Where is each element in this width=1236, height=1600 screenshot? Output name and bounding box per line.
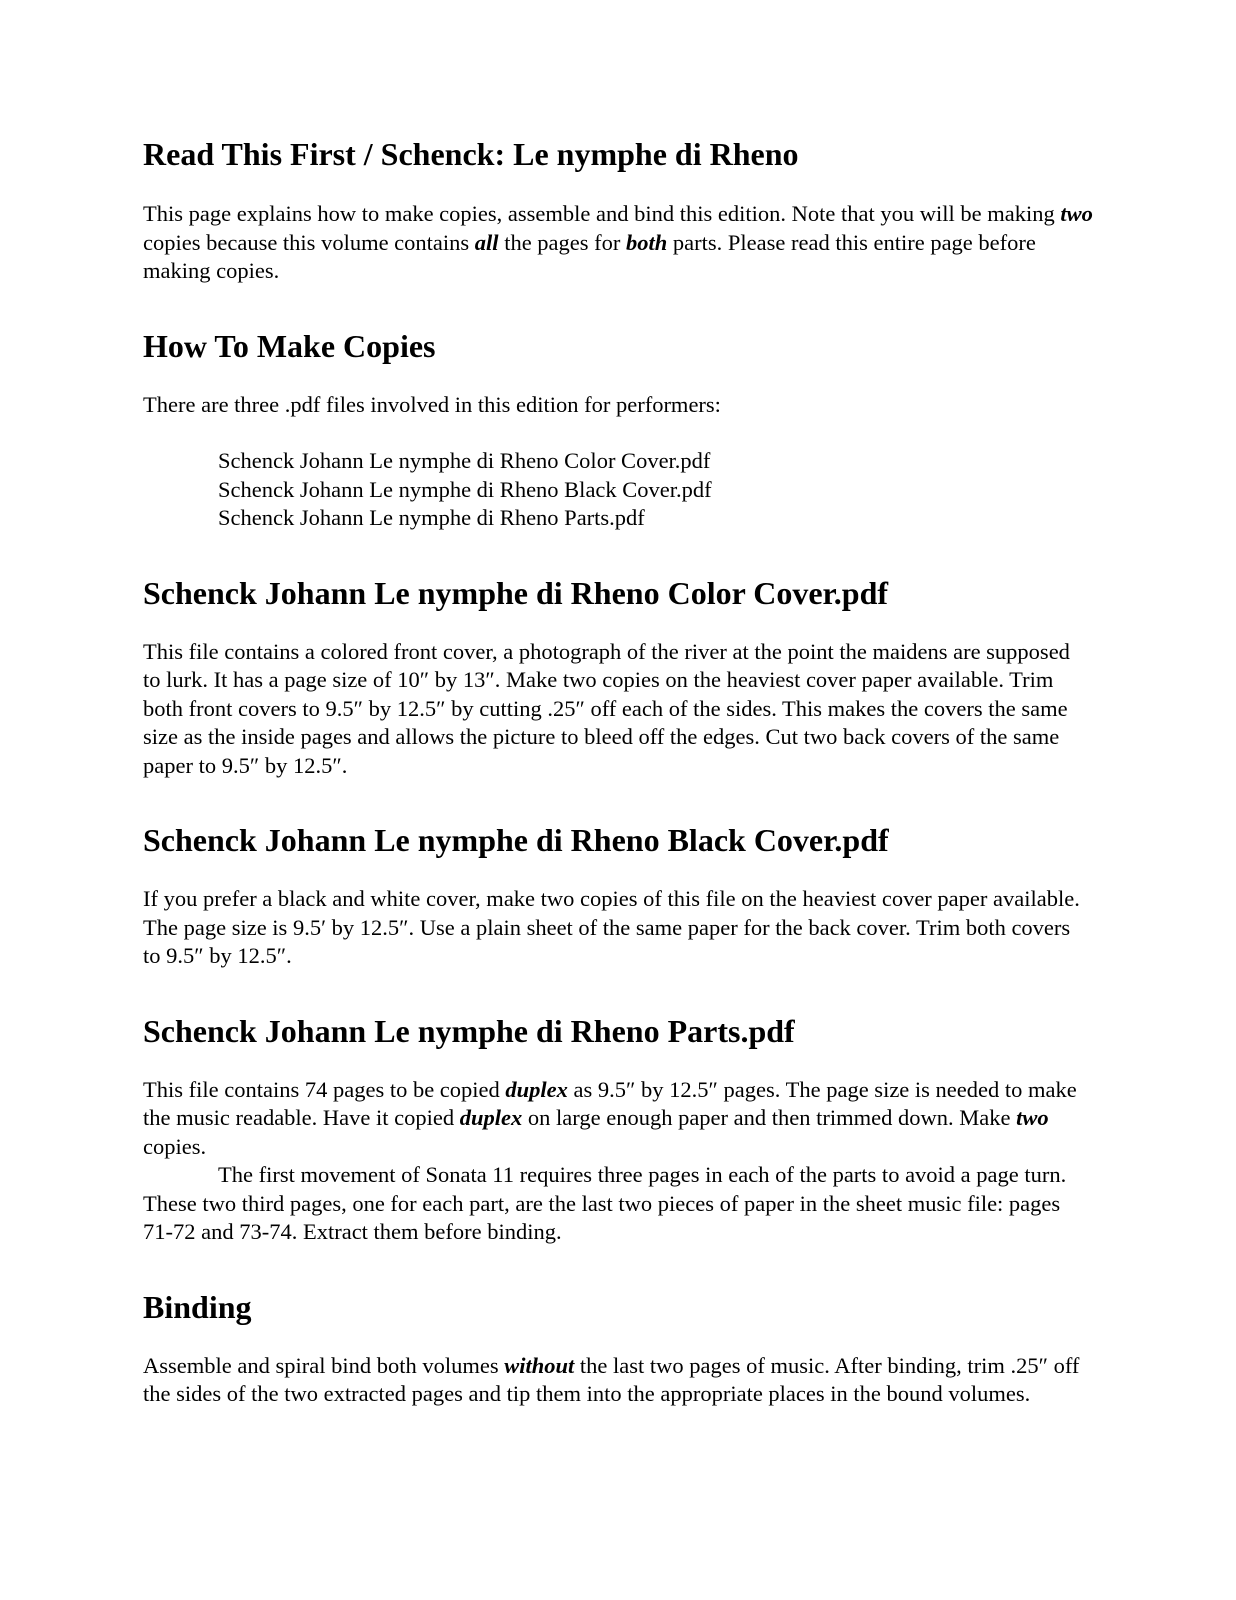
section-heading-binding: Binding [143, 1288, 252, 1325]
section-heading-how-to-make-copies: How To Make Copies [143, 327, 436, 364]
section-heading-color-cover: Schenck Johann Le nymphe di Rheno Color Cover.pdf [143, 574, 889, 611]
pdf-file-name: Schenck Johann Le nymphe di Rheno Black Cover.pdf [218, 476, 712, 502]
how-to-intro-paragraph: There are three .pdf files involved in this edition for performers: [143, 391, 721, 417]
section-heading-black-cover: Schenck Johann Le nymphe di Rheno Black Cover.pdf [143, 822, 889, 858]
binding-paragraph: Assemble and spiral bind both volumes without the last two pages of music. After binding, trim .25″ off the sides of the two extracted pages and tip them into the appropriate places in the bound volumes. [143, 1352, 1080, 1406]
parts-paragraph-1: This file contains 74 pages to be copied duplex as 9.5″ by 12.5″ pages. The page size is needed to make the music readable. Have it copied duplex on large enough paper and then trimmed down. Make two copies. [143, 1076, 1077, 1159]
pdf-file-list [218, 447, 1093, 533]
color-cover-paragraph: This file contains a colored front cover, a photograph of the river at the point the maidens are supposed to lurk. It has a page size of 10″ by 13″. Make two copies on the heaviest cover paper available. Trim both front covers to 9.5″ by 12.5″ by cutting .25″ off each of the sides. This makes the covers the same size as the inside pages and allows the picture to bleed off the edges. Cut two back covers of the same paper to 9.5″ by 12.5″. [143, 638, 1070, 778]
pdf-file-name: Schenck Johann Le nymphe di Rheno Parts.pdf [218, 505, 645, 530]
black-cover-paragraph: If you prefer a black and white cover, make two copies of this file on the heaviest cover paper available. The page size is 9.5′ by 12.5″. Use a plain sheet of the same paper for the back cover. Trim both covers to 9.5″ by 12.5″. [143, 886, 1080, 968]
parts-paragraph-2: The first movement of Sonata 11 requires three pages in each of the parts to avoid a page turn. These two third pages, one for each part, are the last two pieces of paper in the sheet music file: pages 71-72 and 73-74. Extract them before binding. [143, 1162, 1067, 1244]
page-title: Read This First / Schenck: Le nymphe di Rheno [143, 136, 799, 172]
section-heading-parts: Schenck Johann Le nymphe di Rheno Parts.pdf [143, 1012, 795, 1049]
intro-paragraph: This page explains how to make copies, assemble and bind this edition. Note that you will be making two copies because this volume contains all the pages for both parts. Please read this entire page before making copies. [143, 201, 1093, 283]
pdf-file-name: Schenck Johann Le nymphe di Rheno Color Cover.pdf [218, 448, 711, 473]
